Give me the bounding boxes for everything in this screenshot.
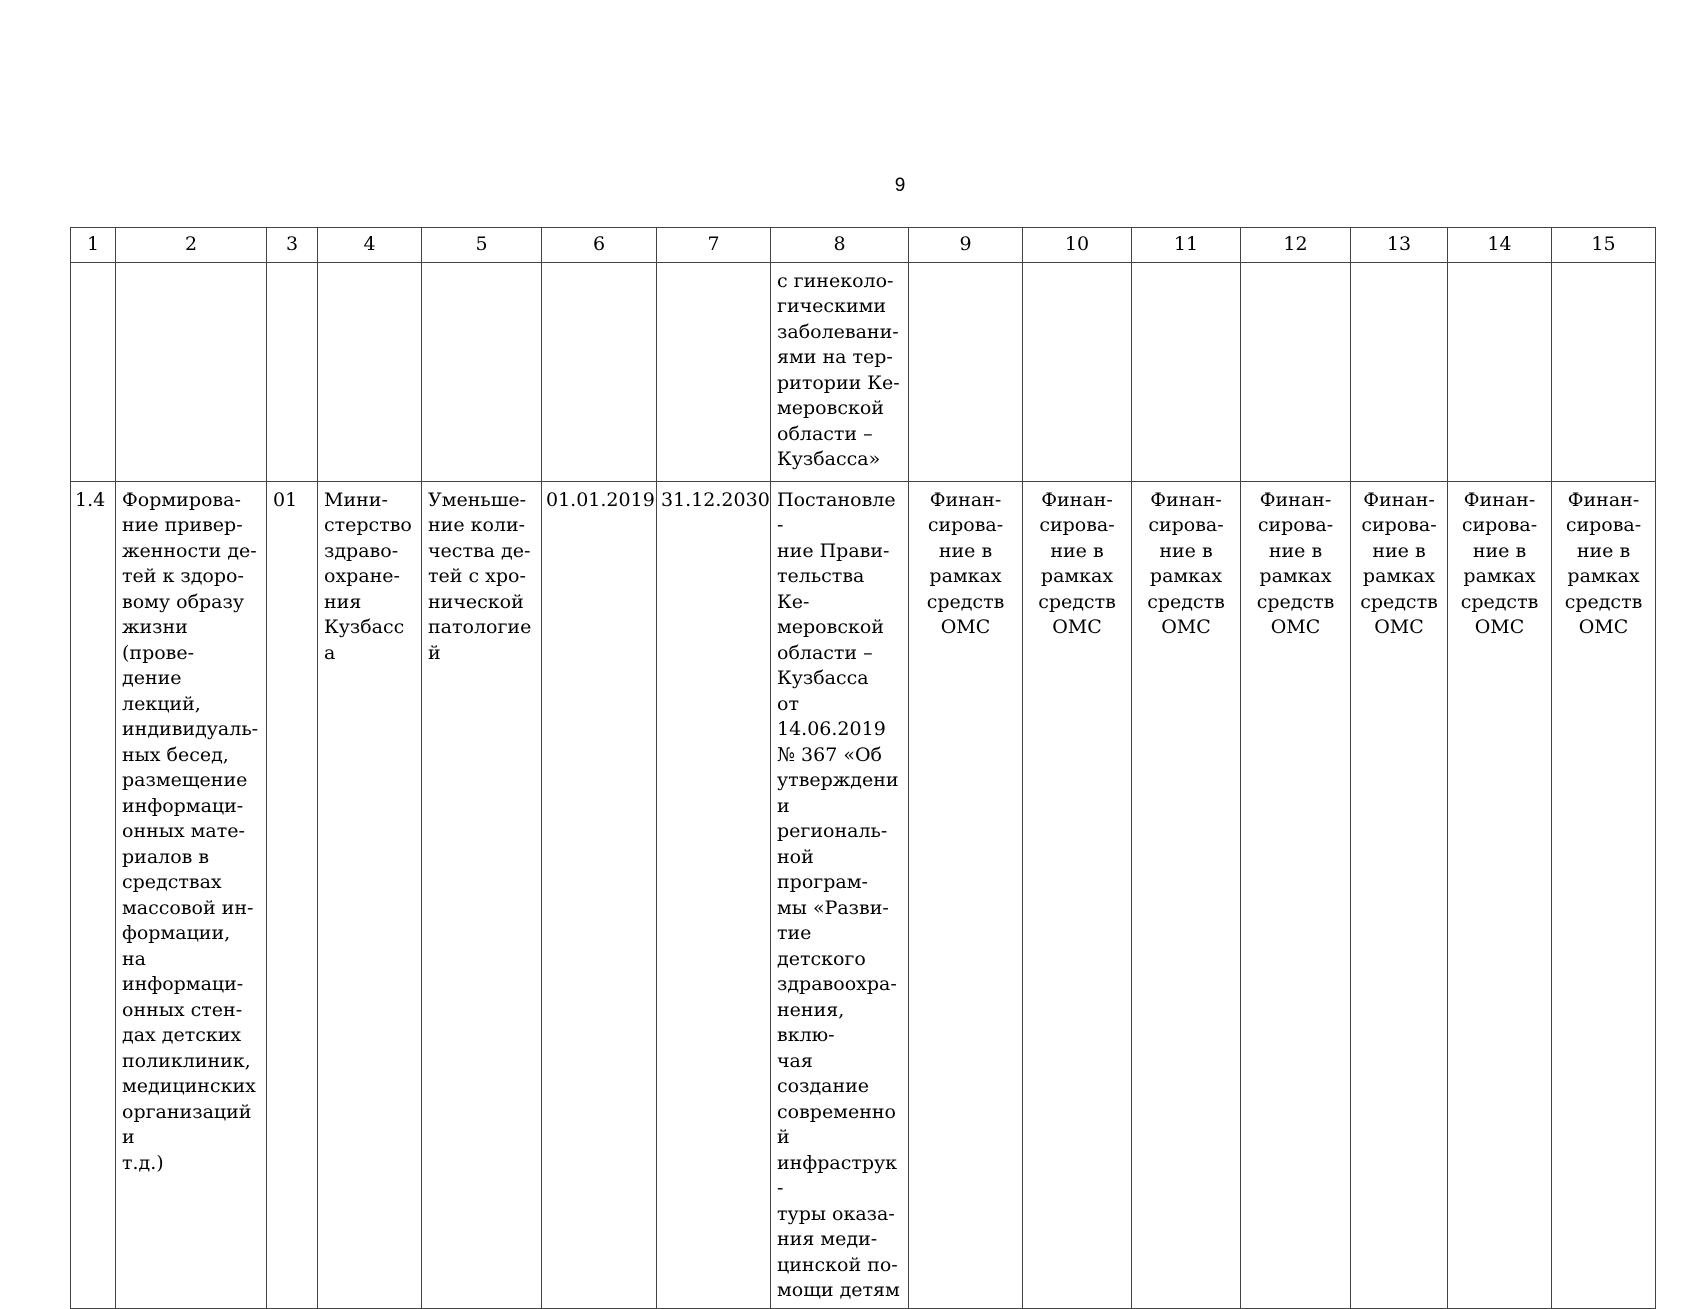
table-cell <box>1448 262 1552 481</box>
table-row-1-4 <box>71 481 1656 1308</box>
table-cell <box>116 262 267 481</box>
header-cell: 10 <box>1023 228 1132 263</box>
table-cell <box>267 262 318 481</box>
header-cell: 5 <box>422 228 542 263</box>
table-cell <box>422 262 542 481</box>
header-cell: 11 <box>1132 228 1241 263</box>
header-cell: 7 <box>657 228 771 263</box>
table-cell <box>1132 262 1241 481</box>
table-cell <box>318 262 422 481</box>
header-cell: 4 <box>318 228 422 263</box>
header-cell: 8 <box>771 228 909 263</box>
table-cell <box>542 262 657 481</box>
header-cell: 6 <box>542 228 657 263</box>
code-cell: 01 <box>267 481 318 1308</box>
result-cell: Уменьше- ние коли- чества де- тей с хро- нической патологией <box>422 481 542 1308</box>
header-cell: 9 <box>909 228 1023 263</box>
legal-document-continuation-cell: с гинеколо- гическими заболевани- ями на тер- ритории Ке- меровской области – Кузбасса» <box>771 262 909 481</box>
table-row-continuation <box>71 262 1656 481</box>
table-cell <box>1552 262 1656 481</box>
row-number-cell: 1.4 <box>71 481 116 1308</box>
end-date-cell: 31.12.2030 <box>657 481 771 1308</box>
table-cell <box>71 262 116 481</box>
header-cell: 12 <box>1241 228 1351 263</box>
program-table <box>70 227 1656 1309</box>
start-date-cell: 01.01.2019 <box>542 481 657 1308</box>
financing-cell: Финан- сирова- ние в рамках средств ОМС <box>1351 481 1448 1308</box>
measure-cell: Формирова- ние привер- женности де- тей к здоро- вому образу жизни (прове- дение лекций, индивидуаль- ных бесед, размещение информаци- онных мате- риалов в средствах массовой ин- формации, на информаци- онных стен- дах детских поликлиник, медицинских организаций и т.д.) <box>116 481 267 1308</box>
financing-cell: Финан- сирова- ние в рамках средств ОМС <box>1448 481 1552 1308</box>
table-cell <box>909 262 1023 481</box>
header-cell: 15 <box>1552 228 1656 263</box>
financing-cell: Финан- сирова- ние в рамках средств ОМС <box>1552 481 1656 1308</box>
financing-cell: Финан- сирова- ние в рамках средств ОМС <box>1023 481 1132 1308</box>
header-cell: 13 <box>1351 228 1448 263</box>
legal-document-cell: Постановле- ние Прави- тельства Ке- меровской области – Кузбасса от 14.06.2019 № 367 «Об утверждении региональ- ной програм- мы «Разви- тие детского здравоохра- нения, вклю- чая создание современной инфраструк- туры оказа- ния меди- цинской по- мощи детям <box>771 481 909 1308</box>
header-cell: 3 <box>267 228 318 263</box>
table-cell <box>657 262 771 481</box>
table-cell <box>1241 262 1351 481</box>
table-cell <box>1023 262 1132 481</box>
financing-cell: Финан- сирова- ние в рамках средств ОМС <box>1241 481 1351 1308</box>
header-cell: 1 <box>71 228 116 263</box>
page-number: 9 <box>894 175 906 196</box>
header-cell: 14 <box>1448 228 1552 263</box>
header-cell: 2 <box>116 228 267 263</box>
financing-cell: Финан- сирова- ние в рамках средств ОМС <box>909 481 1023 1308</box>
financing-cell: Финан- сирова- ние в рамках средств ОМС <box>1132 481 1241 1308</box>
executor-cell: Мини- стерство здраво- охране- ния Кузбасса <box>318 481 422 1308</box>
table-header-row <box>71 228 1656 263</box>
table-cell <box>1351 262 1448 481</box>
